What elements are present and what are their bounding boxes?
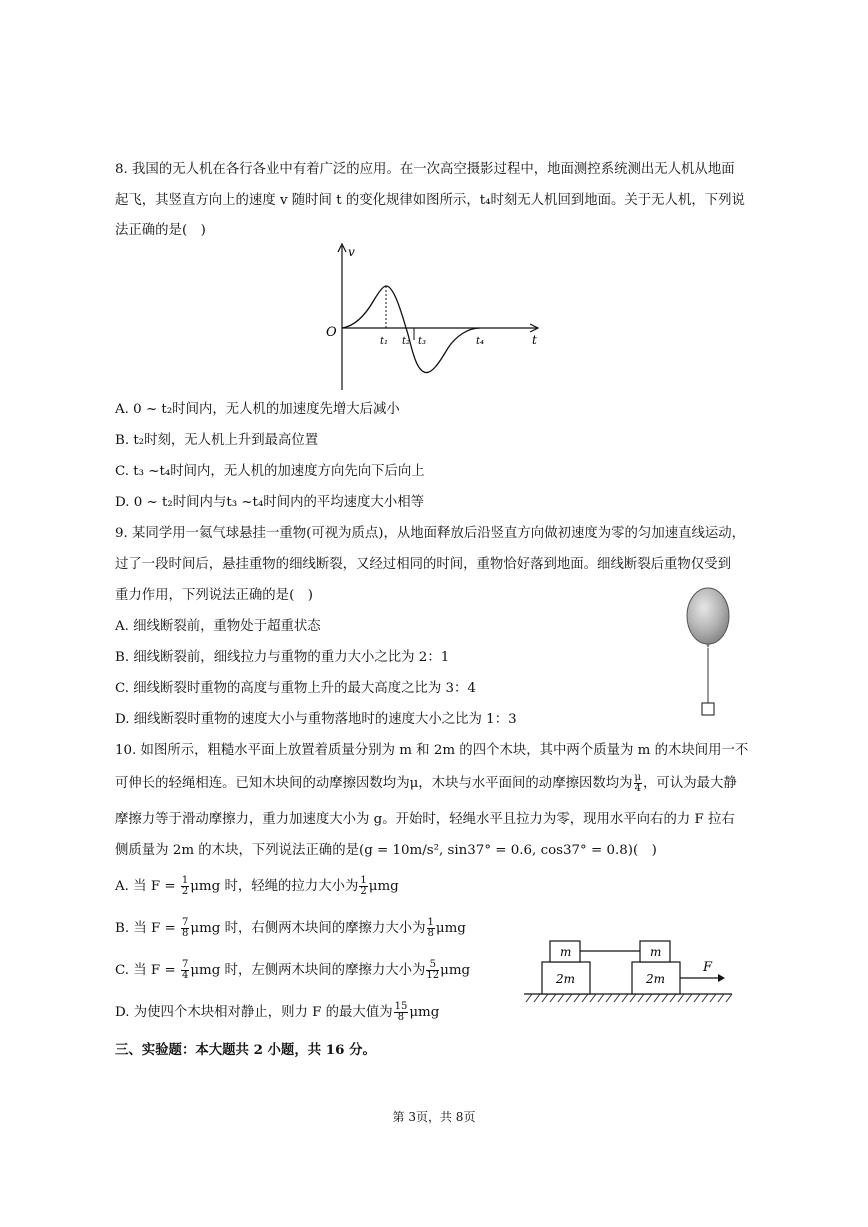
q9-option-a: A. 细线断裂前，重物处于超重状态	[115, 619, 321, 634]
fraction: $\frac{1}{8}$	[427, 917, 434, 939]
q10-option-c: C. 当 F = $\frac{7}{4}$ μmg 时，左侧两木块间的摩擦力大小为 $\frac{5}{12}$ μmg	[115, 959, 471, 981]
tick-t1: t₁	[380, 336, 389, 347]
tick-t3: t₃	[418, 336, 427, 347]
fraction: $\frac{5}{12}$	[426, 959, 440, 981]
q10-line2-end: ，可认为最大静	[643, 776, 737, 791]
q9-line2: 过了一段时间后，悬挂重物的细线断裂，又经过相同的时间，重物恰好落到地面。细线断裂后重物仅受到	[115, 557, 731, 572]
velocity-time-graph	[318, 240, 548, 392]
balloon-knot	[706, 644, 710, 648]
fraction-mu-over-4: $\frac{\mu}{4}$	[634, 772, 642, 794]
q10-option-b: B. 当 F = $\frac{7}{8}$ μmg 时，右侧两木块间的摩擦力大小为 $\frac{1}{8}$ μmg	[115, 917, 466, 939]
left-m-label: m	[560, 945, 572, 959]
blocks-figure	[520, 934, 736, 1006]
right-2m-label: 2m	[646, 972, 666, 986]
velocity-curve	[342, 286, 480, 373]
force-label: F	[703, 960, 713, 975]
ground-hatch	[526, 994, 732, 1002]
q10-line1: 10. 如图所示，粗糙水平面上放置着质量分别为 m 和 2m 的四个木块，其中两个质量为 m 的木块间用一不	[115, 743, 749, 758]
balloon-icon	[687, 588, 729, 644]
left-2m-label: 2m	[556, 972, 576, 986]
fraction: $\frac{1}{2}$	[360, 875, 367, 897]
balloon-figure	[684, 586, 734, 718]
origin-label: O	[326, 325, 337, 340]
weight-block	[702, 703, 714, 715]
q10-option-d: D. 为使四个木块相对静止，则力 F 的最大值为 $\frac{15}{8}$ μmg	[115, 1001, 440, 1023]
section-3-heading: 三、实验题：本大题共 2 小题，共 16 分。	[115, 1042, 376, 1058]
t-axis-label: t	[532, 333, 537, 347]
q8-line1: 8. 我国的无人机在各行各业中有着广泛的应用。在一次高空摄影过程中，地面测控系统测出无人机从地面	[115, 162, 735, 177]
q9-option-c: C. 细线断裂时重物的高度与重物上升的最大高度之比为 3：4	[115, 681, 476, 696]
q10-line3: 摩擦力等于滑动摩擦力，重力加速度大小为 g。开始时，轻绳水平且拉力为零，现用水平向右的力 F 拉右	[115, 812, 735, 827]
q9-line1: 9. 某同学用一氦气球悬挂一重物(可视为质点)，从地面释放后沿竖直方向做初速度为零的匀加速直线运动，	[115, 526, 746, 541]
q8-line2: 起飞，其竖直方向上的速度 v 随时间 t 的变化规律如图所示，t₄时刻无人机回到地面。关于无人机，下列说	[115, 193, 745, 208]
q9-option-d: D. 细线断裂时重物的速度大小与重物落地时的速度大小之比为 1：3	[115, 712, 517, 727]
q8-option-c: C. t₃ ~t₄时间内，无人机的加速度方向先向下后向上	[115, 464, 425, 479]
fraction: $\frac{15}{8}$	[394, 1001, 408, 1023]
q9-option-b: B. 细线断裂前，细线拉力与重物的重力大小之比为 2：1	[115, 650, 450, 665]
q10-option-a: A. 当 F = $\frac{1}{2}$ μmg 时，轻绳的拉力大小为 $\frac{1}{2}$ μmg	[115, 875, 399, 897]
tick-t4: t₄	[476, 336, 485, 347]
q10-line2	[115, 773, 737, 794]
fraction: $\frac{1}{2}$	[181, 875, 189, 897]
tick-t2: t₂	[402, 336, 411, 347]
force-arrowhead	[718, 974, 725, 982]
q8-option-d: D. 0 ~ t₂时间内与t₃ ~t₄时间内的平均速度大小相等	[115, 495, 424, 510]
q10-line2-start: 可伸长的轻绳相连。已知木块间的动摩擦因数均为μ，木块与水平面间的动摩擦因数均为	[115, 776, 633, 791]
q8-option-b: B. t₂时刻，无人机上升到最高位置	[115, 433, 319, 448]
right-m-label: m	[650, 945, 662, 959]
q8-option-a: A. 0 ~ t₂时间内，无人机的加速度先增大后减小	[115, 402, 400, 417]
q10-line4: 侧质量为 2m 的木块，下列说法正确的是(g = 10m/s², sin37° = 0.6, cos37° = 0.8)( )	[115, 843, 657, 858]
page-footer: 第 3页，共 8页	[392, 1110, 476, 1124]
q8-line3: 法正确的是( )	[115, 223, 206, 238]
q9-line3: 重力作用，下列说法正确的是( )	[115, 588, 313, 603]
v-axis-label: v	[348, 245, 355, 259]
fraction: $\frac{7}{8}$	[182, 917, 189, 939]
fraction: $\frac{7}{4}$	[181, 959, 189, 981]
